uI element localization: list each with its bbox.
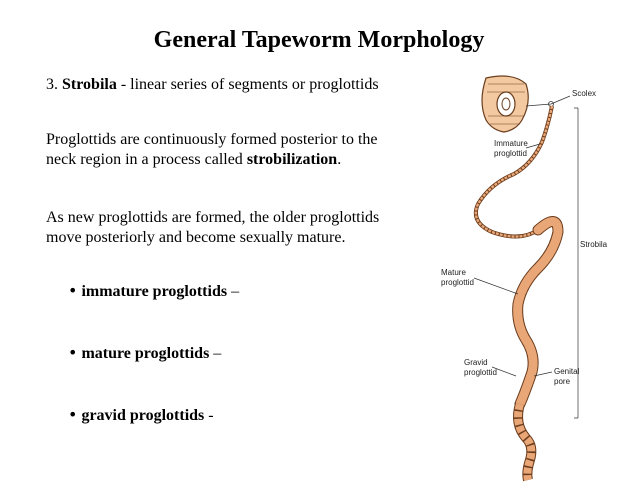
strobila-text: - linear series of segments or proglottids: [116, 76, 379, 93]
bullet-dot-icon: •: [68, 405, 78, 424]
bullet-immature: [68, 281, 239, 301]
strobilization-paragraph: [46, 130, 401, 170]
bullet-mature: [68, 343, 221, 363]
tapeworm-illustration: [408, 72, 608, 480]
bullet-term: gravid proglottids: [81, 407, 205, 424]
label-mature-2: proglottid: [441, 278, 474, 287]
slide-title: General Tapeworm Morphology: [153, 27, 485, 53]
maturation-text: As new proglottids are formed, the older proglottids move posteriorly and become sexually mature.: [46, 209, 380, 246]
bullet-term: mature proglottids: [81, 345, 210, 362]
label-scolex: Scolex: [572, 89, 597, 98]
bullet-dot-icon: •: [68, 343, 78, 362]
strobilization-suffix: .: [337, 151, 342, 168]
label-gravid-1: Gravid: [464, 358, 488, 367]
bullet-term: immature proglottids: [81, 283, 228, 300]
label-immature-1: Immature: [494, 139, 528, 148]
bullet-suffix: -: [204, 407, 214, 424]
bullet-suffix: –: [209, 345, 222, 362]
label-mature-1: Mature: [441, 268, 466, 277]
strobilization-term: strobilization: [246, 151, 338, 168]
label-strobila: Strobila: [580, 240, 608, 249]
bullet-dot-icon: •: [68, 281, 78, 300]
scolex-drawing: [482, 76, 528, 132]
bullet-suffix: –: [227, 283, 240, 300]
bullet-gravid: [68, 405, 214, 425]
strobila-term: Strobila: [62, 76, 117, 93]
label-genital-2: pore: [554, 377, 571, 386]
tapeworm-figure: [408, 72, 608, 480]
label-genital-1: Genital: [554, 367, 580, 376]
maturation-paragraph: [46, 208, 401, 248]
label-gravid-2: proglottid: [464, 368, 497, 377]
strobilization-text: Proglottids are continuously formed posterior to the neck region in a process called: [46, 131, 378, 168]
label-immature-2: proglottid: [494, 149, 527, 158]
paragraph-number: 3.: [46, 76, 62, 93]
strobila-definition: [46, 75, 401, 95]
